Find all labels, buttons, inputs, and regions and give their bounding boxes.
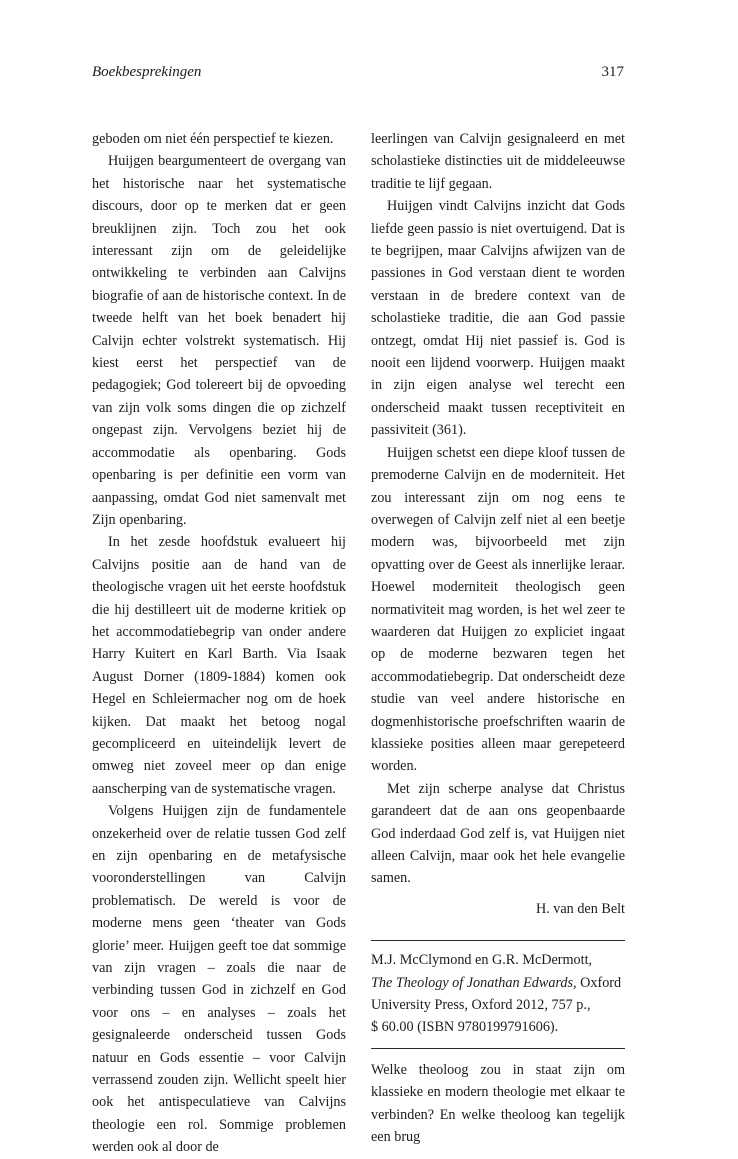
paragraph: Huijgen schetst een diepe kloof tussen de premoderne Calvijn en de moderniteit. Het zou interessant zijn om nog eens te overwegen of Calvijn zelf niet al een beetje modern was, bijvoorbeeld met zijn opvatting over de Geest als innerlijke leraar. Hoewel moderniteit theologisch geen normativiteit mag worden, is het wel zeer te waarderen dat Huijgen zo expliciet ingaat op de moderne bezwaren tegen het accommodatiebegrip. Dat onderscheidt deze studie van veel andere historische en dogmenhistorische proefschriften waarin de klassieke posities alleen maar gerepeteerd worden. bbox=[371, 444, 625, 775]
paragraph: In het zesde hoofdstuk evalueert hij Calvijns positie aan de hand van de theologische vragen uit het eerste hoofdstuk die hij destilleert uit de moderne kritiek op het accommodatiebegrip van onder andere Harry Kuitert en Karl Barth. Via Isaak August Dorner (1809-1884) komen ook Hegel en Schleiermacher nog om de hoek kijken. Dat maakt het betoog nogal gecompliceerd en uiteindelijk levert de omweg niet zoveel meer op dan enige aanscherping van de systematische vragen. bbox=[92, 534, 346, 797]
right-column bbox=[371, 128, 625, 1148]
divider bbox=[371, 940, 625, 941]
book-price-isbn: $ 60.00 (ISBN 9780199791606). bbox=[371, 1019, 559, 1036]
page-number: 317 bbox=[601, 64, 624, 80]
left-column bbox=[92, 128, 346, 1159]
paragraph: Welke theoloog zou in staat zijn om klassieke en modern theologie met elkaar te verbinden? En welke theoloog kan tegelijk een brug bbox=[371, 1061, 625, 1146]
paragraph: geboden om niet één perspectief te kiezen. bbox=[92, 131, 334, 147]
book-authors: M.J. McClymond en G.R. McDermott, bbox=[371, 952, 593, 969]
book-publisher: Oxford bbox=[576, 974, 622, 991]
paragraph: Huijgen beargumenteert de overgang van het historische naar het systematische discours, door op te merken dat er geen breuklijnen zijn. Toch zou het ook interessant zijn om de geleidelijke ontwikkeling te verbinden aan Calvijns biografie of aan de historische context. In de tweede helft van het boek benadert hij Calvijn echter volstrekt systematisch. Hij kiest eerst het perspectief van de pedagogiek; God tolereert bij de opvoeding van zijn volk soms dingen die op zichzelf ongepast zijn. Vervolgens beziet hij de accommodatie als openbaring. Gods openbaring is per definitie een vorm van aanpassing, omdat God niet samenvalt met Zijn openbaring. bbox=[92, 153, 346, 528]
review-signature: H. van den Belt bbox=[535, 900, 625, 917]
book-title: The Theology of Jonathan Edwards, bbox=[371, 974, 577, 991]
paragraph: leerlingen van Calvijn gesignaleerd en met scholastieke distincties uit de middeleeuwse traditie te lijf gegaan. bbox=[371, 131, 625, 192]
running-header-section: Boekbesprekingen bbox=[92, 64, 202, 80]
paragraph: Huijgen vindt Calvijns inzicht dat Gods liefde geen passio is niet overtuigend. Dat is te begrijpen, maar Calvijns afwijzen van de passiones in God verstaan dient te worden verstaan in de bredere context van de scholastieke traditie, die aan God passie ontzegt, omdat Hij niet passief is. God is nooit een lijdend voorwerp. Huijgen maakt in zijn eigen analyse wel terecht een onderscheid maakt tussen receptiviteit en passiviteit (361). bbox=[371, 198, 625, 439]
book-publisher-line: University Press, Oxford 2012, 757 p., bbox=[371, 997, 591, 1014]
paragraph: Met zijn scherpe analyse dat Christus garandeert dat de aan ons geopenbaarde God inderdaad God zelf is, vat Huijgen niet alleen Calvijn, maar ook het hele evangelie samen. bbox=[371, 780, 625, 887]
paragraph: Volgens Huijgen zijn de fundamentele onzekerheid over de relatie tussen God zelf en zijn openbaring en de metafysische vooronderstellingen van Calvijn problematisch. De wereld is voor de moderne mens geen ‘theater van Gods glorie’ meer. Huijgen geeft toe dat sommige van zijn vragen – zoals die naar de verbinding tussen God in zichzelf en God voor ons – en analyses – zoals het gesignaleerde onderscheid tussen Gods natuur en Gods essentie – voor Calvijn verrassend zouden zijn. Wellicht speelt hier ook het antispeculatieve van Calvijns theologie een rol. Sommige problemen werden ook al door de bbox=[92, 803, 346, 1156]
divider bbox=[371, 1048, 625, 1049]
book-reference bbox=[371, 949, 625, 1039]
